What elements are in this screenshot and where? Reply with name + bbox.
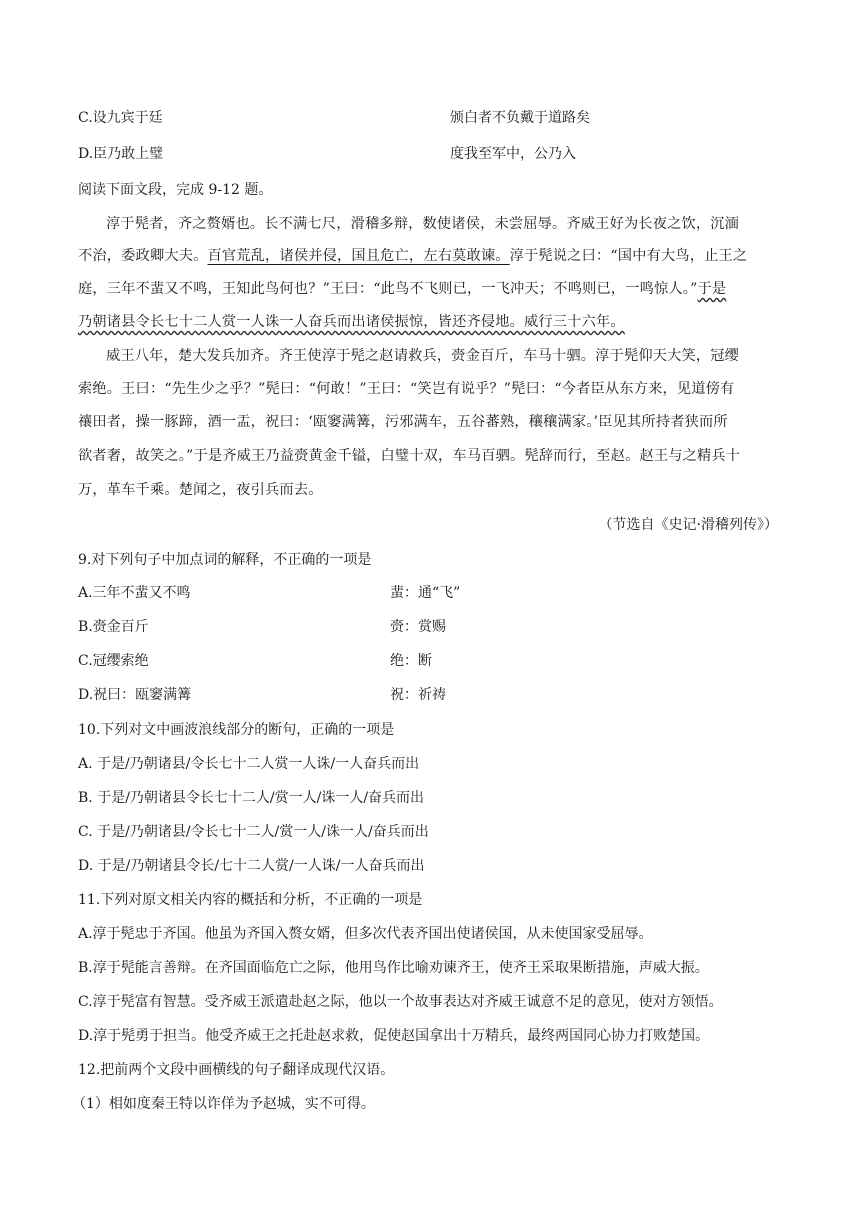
passage-p2-line2: 索绝。王曰：“先生少之乎？”髡曰：“何敢！”王曰：“笑岂有说乎？”髡曰：“今者臣从东方来，见道傍有 [78, 381, 735, 397]
option-d-right: 度我至军中，公乃入 [450, 146, 576, 162]
reading-intro: 阅读下面文段，完成 9-12 题。 [78, 182, 273, 198]
q9-option-d-def: 祝：祈祷 [390, 687, 446, 703]
option-c-right: 颁白者不负戴于道路矣 [450, 110, 590, 126]
option-d-left: D.臣乃敢上璧 [78, 146, 164, 162]
passage-p2-line5: 万，革车千乘。楚闻之，夜引兵而去。 [78, 482, 323, 498]
q10-option-d: D. 于是/乃朝诸县令长/七十二人赏/一人诛/一人奋兵而出 [78, 858, 425, 874]
passage-source: （节选自《史记·滑稽列传》） [598, 517, 778, 533]
passage-p2-line1: 威王八年，楚大发兵加齐。齐王使淳于髡之赵请救兵，赍金百斤，车马十驷。淳于髡仰天大笑，冠缨 [106, 348, 740, 364]
q9-option-c: C.冠缨索绝 [78, 653, 149, 669]
q11-stem: 11.下列对原文相关内容的概括和分析，不正确的一项是 [78, 892, 423, 908]
q9-option-b-def: 赍：赏赐 [390, 619, 446, 635]
passage-p1-line2-tail: 淳于髡说之曰：“国中有大鸟，止王之 [509, 248, 748, 264]
q9-option-b: B.赍金百斤 [78, 619, 149, 635]
passage-p1-line3-text: 庭，三年不蜚又不鸣，王知此鸟何也？”王曰：“此鸟不飞则已，一飞冲天；不鸣则已，一鸣惊人。” [78, 281, 698, 297]
option-c-left: C.设九宾于廷 [78, 110, 163, 126]
passage-p1-line2-text: 不治，委政卿大夫。 [78, 248, 208, 264]
underlined-sentence: 百官荒乱，诸侯并侵，国且危亡，左右莫敢谏。 [207, 248, 510, 264]
passage-p1-line3 [78, 279, 726, 299]
q9-option-a: A.三年不蜚又不鸣 [78, 585, 191, 601]
q9-option-d: D.祝曰：瓯窭满篝 [78, 687, 192, 703]
passage-p2-line4: 欲者奢，故笑之。”于是齐威王乃益赍黄金千镒，白璧十双，车马百驷。髡辞而行，至赵。赵王与之精兵十 [78, 448, 741, 464]
q11-option-c: C.淳于髡富有智慧。受齐威王派遣赴赵之际，他以一个故事表达对齐威王诚意不足的意见，使对方领悟。 [78, 994, 723, 1010]
q10-option-c: C. 于是/乃朝诸县/令长七十二人/赏一人/诛一人/奋兵而出 [78, 824, 429, 840]
passage-p1-line1: 淳于髡者，齐之赘婿也。长不满七尺，滑稽多辩，数使诸侯，未尝屈辱。齐威王好为长夜之饮，沉湎 [106, 216, 740, 232]
q10-stem: 10.下列对文中画波浪线部分的断句，正确的一项是 [78, 722, 395, 738]
q10-option-b: B. 于是/乃朝诸县令长七十二人/赏一人/诛一人/奋兵而出 [78, 790, 425, 806]
q12-stem: 12.把前两个文段中画横线的句子翻译成现代汉语。 [78, 1062, 395, 1078]
passage-p1-line2 [78, 246, 747, 266]
q11-option-d: D.淳于髡勇于担当。他受齐威王之托赴赵求救，促使赵国拿出十万精兵，最终两国同心协力打败楚国。 [78, 1028, 710, 1044]
q10-option-a: A. 于是/乃朝诸县/令长七十二人赏一人诛/一人奋兵而出 [78, 756, 420, 772]
q11-option-a: A.淳于髡忠于齐国。他虽为齐国入赘女婿，但多次代表齐国出使诸侯国，从未使国家受屈辱。 [78, 926, 653, 942]
q9-stem: 9.对下列句子中加点词的解释，不正确的一项是 [78, 552, 372, 568]
q9-option-c-def: 绝：断 [390, 653, 432, 669]
passage-p2-line3: 禳田者，操一豚蹄，酒一盂，祝曰：‘瓯窭满篝，污邪满车，五谷蕃熟，穰穰满家。’臣见其所持者狭而所 [78, 414, 728, 430]
passage-p1-line4-wavy: 乃朝诸县令长七十二人赏一人诛一人奋兵而出诸侯振惊，皆还齐侵地。威行三十六年。 [78, 314, 625, 330]
q12-item1: （1）相如度秦王特以诈佯为予赵城，实不可得。 [72, 1096, 375, 1112]
q11-option-b: B.淳于髡能言善辩。在齐国面临危亡之际，他用鸟作比喻劝谏齐王，使齐王采取果断措施，声威大振。 [78, 960, 709, 976]
q9-option-a-def: 蜚：通“飞” [390, 585, 461, 601]
wavy-start: 于是 [697, 281, 727, 297]
